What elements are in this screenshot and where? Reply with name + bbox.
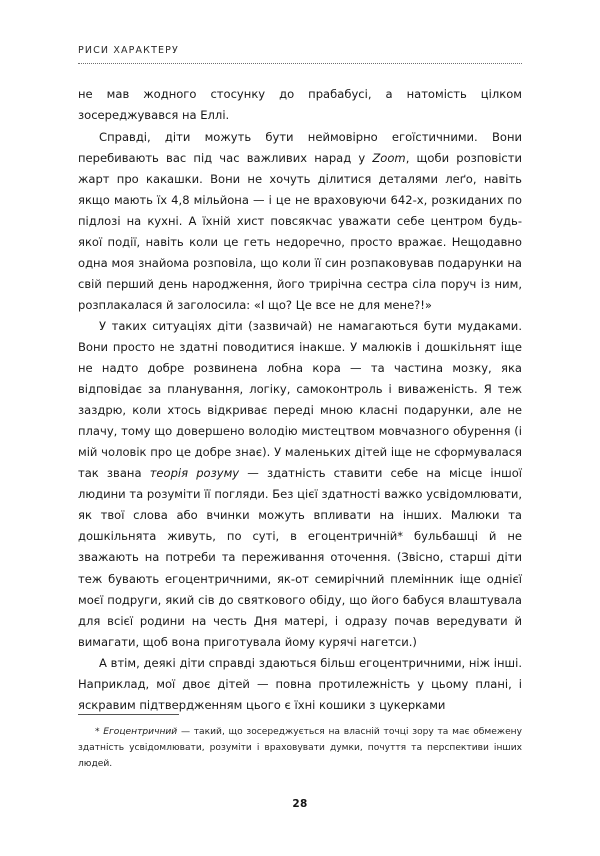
text-run: , щоби розповісти жарт про какашки. Вони не хочуть ділитися деталями леґо, навіть якщо мають їх 4,8 мільйона — і це не враховуючи 642-х, розкиданих по підлозі на кухні. А їхній хист повсякчас уважати себе центром будь-якої події, навіть коли це геть недоречно, просто вражає. Нещодавно одна моя знайома розповіла, що коли її син розпаковував подарунки на свій перший день народження, його трирічна сестра сіла поруч із ним, розплакалася й заголосила: «І що? Це все не для мене?!» bbox=[78, 150, 522, 312]
text-run: Справді, діти можуть бути неймовірно егоїстичними. Вони перебивають вас під час важливих нарад у bbox=[78, 129, 522, 165]
page-content bbox=[78, 0, 522, 716]
paragraph bbox=[78, 653, 522, 716]
text-run: не мав жодного стосунку до прабабусі, а натомість цілком зосереджувався на Еллі. bbox=[78, 87, 522, 123]
emphasis-text: Егоцентричний bbox=[103, 727, 178, 737]
paragraph bbox=[78, 84, 522, 126]
paragraph bbox=[78, 316, 522, 653]
text-run: — здатність ставити себе на місце іншої людини та розуміти її погляди. Без цієї здатності важко усвідомлювати, як твої слова або вчинки можуть впливати на інших. Малюки та дошкільнята живуть, по суті, в егоцентричній* бульбашці й не зважають на потреби та переживання оточення. (Звісно, старші діти теж бувають егоцентричними, як-от семирічний племінник іще однієї моєї подруги, який сів до святкового обіду, що його бабуся влаштувала для всієї родини на честь Дня матері, і одразу почав вередувати й вимагати, щоб вона приготувала йому курячі нагетси.) bbox=[78, 466, 523, 649]
running-head-text: РИСИ ХАРАКТЕРУ bbox=[78, 45, 179, 56]
text-run: — такий, що зосереджується на власній точці зору та має обмежену здатність усвідомлювати, розуміти і враховувати думки, почуття та перспективи інших людей. bbox=[78, 727, 522, 770]
text-run: А втім, деякі діти справді здаються більш егоцентричними, ніж інші. Наприклад, мої двоє дітей — повна протилежність у цьому плані, і яскравим підтвердженням цього є їхні кошики з цукерками bbox=[78, 655, 522, 712]
text-run: У таких ситуаціях діти (зазвичай) не намагаються бути мудаками. Вони просто не здатні поводитися інакше. У малюків і дошкільнят іще не надто добре розвинена лобна кора — та частина мозку, яка відповідає за планування, логіку, самоконтроль і виваженість. Я теж заздрю, коли хтось відкриває переді мною класні подарунки, але не плачу, тому що довершено володію мистецтвом мовчазного обурення (і мій чоловік про це добре знає). У маленьких дітей іще не сформувалася так звана bbox=[78, 318, 522, 481]
emphasis-text: теорія розуму bbox=[149, 466, 240, 481]
emphasis-text: Zoom bbox=[372, 150, 406, 165]
footnote-separator-rule bbox=[78, 714, 179, 715]
running-head-rule bbox=[78, 63, 522, 64]
paragraph bbox=[78, 127, 522, 316]
running-head bbox=[78, 0, 522, 64]
footnote-block bbox=[78, 714, 522, 773]
page-number: 28 bbox=[292, 798, 308, 810]
footnote-text bbox=[78, 724, 522, 773]
body-text bbox=[78, 84, 522, 715]
text-run: * bbox=[95, 727, 104, 737]
